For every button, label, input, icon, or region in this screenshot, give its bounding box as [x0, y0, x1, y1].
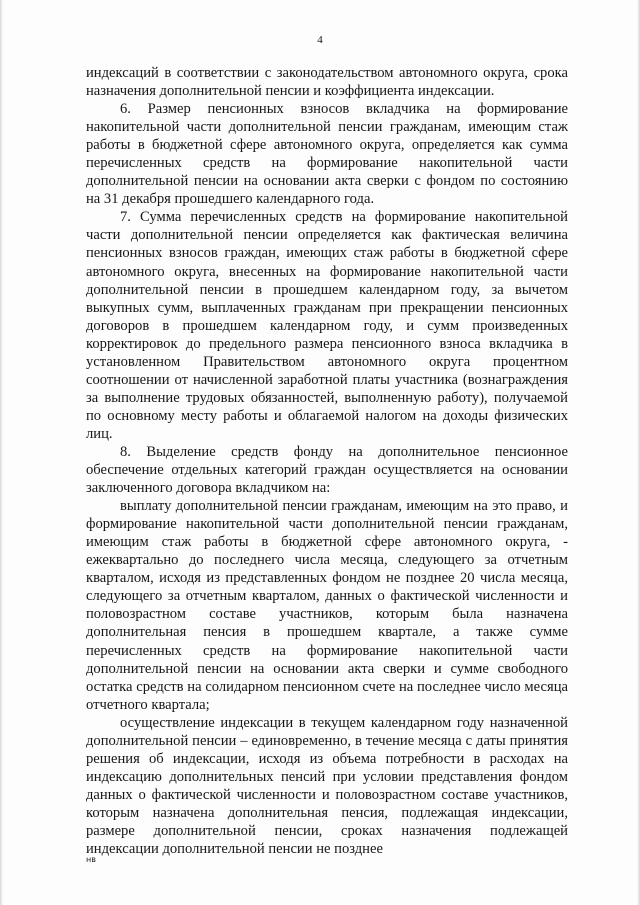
footer-mark: нв: [86, 855, 96, 864]
paragraph-item-7: 7. Сумма перечисленных средств на формирование накопительной части дополнительной пенсии определяется как фактическая величина пенсионных взносов граждан, имеющих стаж работы в бюджетной сфере автономного округа, внесенных на формирование накопительной части дополнительной пенсии в прошедшем календарном году, за вычетом выкупных сумм, выплаченных гражданам при прекращении пенсионных договоров в прошедшем календарном году, и сумм произведенных корректировок до предельного размера пенсионного взноса вкладчика в установленном Правительством автономного округа процентном соотношении от начисленной заработной платы участника (вознаграждения за выполнение трудовых обязанностей, выполненную работу), получаемой по основному месту работы и облагаемой налогом на доходы физических лиц.: [86, 209, 568, 442]
paragraph-subitem-payment: выплату дополнительной пенсии гражданам, имеющим на это право, и формирование накопительной части дополнительной пенсии гражданам, имеющим стаж работы в бюджетной сфере автономного округа, - ежеквартально до последнего числа месяца, следующего за отчетным кварталом, исходя из представленных фондом не позднее 20 числа месяца, следующего за отчетным кварталом, данных о фактической численности и половозрастном составе участников, которым была назначена дополнительная пенсия в прошедшем квартале, а также сумме перечисленных средств на формирование накопительной части дополнительной пенсии на основании акта сверки и сумме свободного остатка средств на солидарном пенсионном счете на последнее число месяца отчетного квартала;: [86, 498, 568, 713]
paragraph-item-8: 8. Выделение средств фонду на дополнительное пенсионное обеспечение отдельных категорий граждан осуществляется на основании заключенного договора вкладчиком на:: [86, 443, 568, 497]
scan-edge-left: [0, 0, 3, 905]
paragraph-continuation: индексаций в соответствии с законодательством автономного округа, срока назначения дополнительной пенсии и коэффициента индексации.: [86, 65, 568, 100]
paragraph-subitem-indexation: осуществление индексации в текущем календарном году назначенной дополнительной пенсии – единовременно, в течение месяца с даты принятия решения об индексации, исходя из объема потребности в расходах на индексацию дополнительных пенсий при условии представления фондом данных о фактической численности и половозрастном составе участников, которым назначена дополнительная пенсия, подлежащая индексации, размере дополнительной пенсии, сроках назначения подлежащей индексации дополнительной пенсии не позднее: [86, 714, 568, 858]
paragraph-item-6: 6. Размер пенсионных взносов вкладчика на формирование накопительной части дополнительной пенсии гражданам, имеющим стаж работы в бюджетной сфере автономного округа, определяется как сумма перечисленных средств на формирование накопительной части дополнительной пенсии на основании акта сверки с фондом по состоянию на 31 декабря прошедшего календарного года.: [86, 101, 568, 208]
page-number: 4: [317, 34, 323, 46]
document-body: [86, 64, 568, 858]
